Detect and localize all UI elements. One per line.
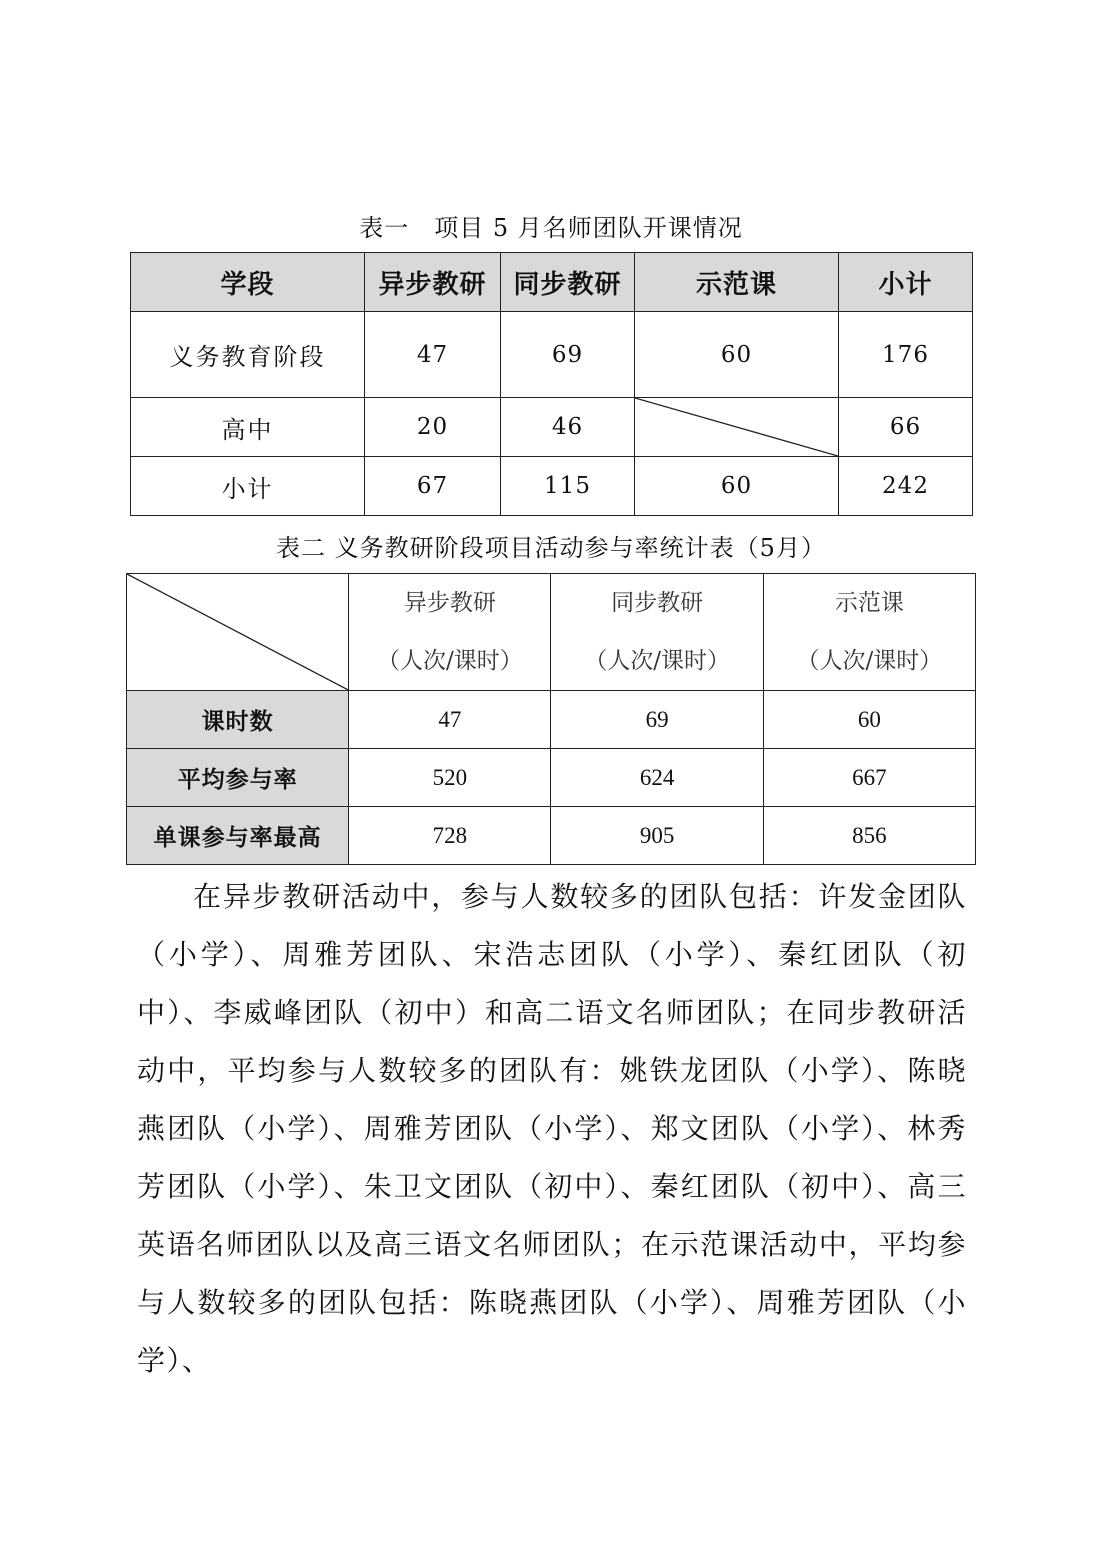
empty-diagonal-cell [635,398,839,457]
diagonal-line [127,574,348,690]
row-label: 平均参与率 [127,749,349,807]
participation-table [126,573,976,865]
table1-header-cell: 示范课 [635,253,839,312]
header-title: 示范课 [834,590,904,616]
table2-header-cell [551,574,763,691]
table-cell: 69 [501,312,635,398]
table-cell: 47 [349,691,551,749]
row-label: 课时数 [127,691,349,749]
table1-header-cell: 异步教研 [365,253,501,312]
table-row [131,457,973,516]
table-cell: 66 [839,398,973,457]
table-cell: 67 [365,457,501,516]
table1-header-cell: 同步教研 [501,253,635,312]
table-cell: 624 [551,749,763,807]
header-title: 异步教研 [403,590,496,616]
table-cell: 20 [365,398,501,457]
table-cell: 60 [763,691,975,749]
table-row [127,807,976,865]
table-row [131,398,973,457]
table-row [127,749,976,807]
table2-header-cell [349,574,551,691]
header-unit: （人次/课时） [584,648,730,674]
row-label: 义务教育阶段 [131,312,365,398]
table-row [127,691,976,749]
table-cell: 176 [839,312,973,398]
table2-header-row [127,574,976,691]
table1-header-row [131,253,973,312]
table2-caption: 表二 义务教研阶段项目活动参与率统计表（5月） [276,534,826,562]
table1-header-cell: 学段 [131,253,365,312]
body-paragraph: 在异步教研活动中，参与人数较多的团队包括：许发金团队（小学）、周雅芳团队、宋浩志团队（小学）、秦红团队（初中）、李威峰团队（初中）和高二语文名师团队；在同步教研活动中，平均参与人数较多的团队有：姚铁龙团队（小学）、陈晓燕团队（小学）、周雅芳团队（小学）、郑文团队（小学）、林秀芳团队（小学）、朱卫文团队（初中）、秦红团队（初中）、高三英语名师团队以及高三语文名师团队；在示范课活动中，平均参与人数较多的团队包括：陈晓燕团队（小学）、周雅芳团队（小学）、 [137,880,967,1377]
table2-header-cell [763,574,975,691]
row-label: 单课参与率最高 [127,807,349,865]
course-stats-table [130,252,973,516]
header-unit: （人次/课时） [376,648,523,674]
table-cell: 47 [365,312,501,398]
table-cell: 115 [501,457,635,516]
table-cell: 242 [839,457,973,516]
table-cell: 856 [763,807,975,865]
table1-caption: 表一 项目 5 月名师团队开课情况 [359,214,743,242]
table-cell: 69 [551,691,763,749]
diagonal-line [635,398,838,456]
table-cell: 46 [501,398,635,457]
table-cell: 60 [635,457,839,516]
table-cell: 520 [349,749,551,807]
corner-diagonal-cell [127,574,349,691]
header-title: 同步教研 [611,590,704,616]
table-cell: 60 [635,312,839,398]
table-row [131,312,973,398]
table-cell: 667 [763,749,975,807]
header-unit: （人次/课时） [796,648,943,674]
table-cell: 905 [551,807,763,865]
row-label: 高中 [131,398,365,457]
row-label: 小计 [131,457,365,516]
table1-header-cell: 小计 [839,253,973,312]
table-cell: 728 [349,807,551,865]
